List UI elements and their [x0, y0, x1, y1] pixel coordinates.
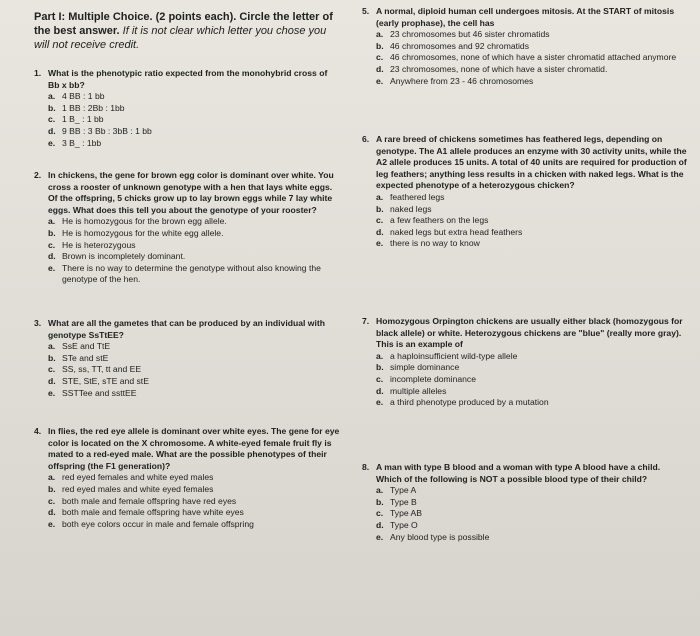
- option-letter: d.: [376, 519, 384, 530]
- question-text: In flies, the red eye allele is dominant over white eyes. The gene for eye color is located on the X chromosome. A white-eyed female fruit fly is mated to a red-eyed male. What are the possible phenotypes of their offspring (the F1 generation)?: [48, 426, 340, 471]
- question-number: 2.: [34, 170, 42, 180]
- option-text: SS, ss, TT, tt and EE: [62, 364, 142, 375]
- answer-option[interactable]: [376, 520, 687, 532]
- option-text: 23 chromosomes, none of which have a sister chromatid.: [390, 63, 608, 74]
- option-letter: a.: [48, 472, 56, 483]
- instructions-note: If it is not clear which letter you chose you will not receive credit.: [34, 25, 327, 51]
- option-letter: d.: [48, 251, 56, 262]
- option-letter: e.: [376, 531, 384, 542]
- answer-options: [34, 216, 344, 286]
- option-letter: b.: [48, 483, 56, 494]
- option-letter: d.: [48, 375, 56, 386]
- option-text: There is no way to determine the genotype without also knowing the genotype of the hen.: [62, 262, 321, 285]
- answer-option[interactable]: [48, 388, 344, 400]
- question-stem: [362, 462, 687, 485]
- option-text: 1 BB : 2Bb : 1bb: [62, 102, 125, 113]
- answer-options: [34, 91, 334, 149]
- option-letter: a.: [376, 350, 384, 361]
- answer-option[interactable]: [48, 228, 344, 240]
- answer-options: [362, 192, 687, 250]
- option-letter: c.: [376, 373, 384, 384]
- option-letter: a.: [376, 29, 384, 40]
- question-number: 8.: [362, 462, 370, 472]
- answer-options: [362, 351, 687, 409]
- question-number: 4.: [34, 426, 42, 436]
- answer-option[interactable]: [48, 353, 344, 365]
- answer-option[interactable]: [48, 519, 349, 531]
- option-text: 3 B_ : 1bb: [62, 137, 102, 148]
- answer-option[interactable]: [48, 138, 334, 150]
- answer-option[interactable]: [48, 341, 344, 353]
- option-text: feathered legs: [390, 191, 445, 202]
- answer-option[interactable]: [48, 496, 349, 508]
- option-letter: b.: [48, 102, 56, 113]
- option-text: 9 BB : 3 Bb : 3bB : 1 bb: [62, 125, 152, 136]
- option-text: incomplete dominance: [390, 373, 476, 384]
- question-stem: [34, 426, 349, 472]
- option-text: STe and stE: [62, 352, 109, 363]
- instructions-heading: Part I: Multiple Choice. (2 points each). Circle the letter of the best answer.: [34, 11, 333, 37]
- question-1: [34, 68, 334, 149]
- option-letter: b.: [376, 496, 384, 507]
- answer-option[interactable]: [48, 216, 344, 228]
- option-letter: c.: [376, 215, 384, 226]
- answer-option[interactable]: [48, 240, 344, 252]
- option-text: both eye colors occur in male and female offspring: [62, 518, 254, 529]
- option-letter: d.: [376, 226, 384, 237]
- answer-option[interactable]: [48, 114, 334, 126]
- answer-option[interactable]: [376, 29, 687, 41]
- option-text: naked legs but extra head feathers: [390, 226, 523, 237]
- option-letter: e.: [376, 75, 384, 86]
- answer-option[interactable]: [48, 472, 349, 484]
- option-letter: d.: [376, 63, 384, 74]
- question-text: A man with type B blood and a woman with type A blood have a child. Which of the following is NOT a possible blood type of their child?: [376, 462, 661, 484]
- option-letter: e.: [48, 137, 56, 148]
- question-stem: [362, 316, 687, 351]
- answer-option[interactable]: [376, 227, 687, 239]
- option-letter: e.: [376, 238, 384, 249]
- option-text: naked legs: [390, 203, 432, 214]
- answer-option[interactable]: [48, 507, 349, 519]
- answer-option[interactable]: [376, 374, 687, 386]
- question-number: 5.: [362, 6, 370, 16]
- question-number: 6.: [362, 134, 370, 144]
- question-7: [362, 316, 687, 409]
- option-text: a few feathers on the legs: [390, 215, 489, 226]
- option-text: Type B: [390, 496, 417, 507]
- question-6: [362, 134, 687, 250]
- answer-option[interactable]: [48, 91, 334, 103]
- answer-options: [34, 472, 349, 530]
- option-text: a haploinsufficient wild-type allele: [390, 350, 518, 361]
- answer-option[interactable]: [48, 103, 334, 115]
- option-text: both male and female offspring have red eyes: [62, 495, 237, 506]
- option-text: SsE and TtE: [62, 341, 111, 352]
- option-letter: c.: [48, 114, 56, 125]
- option-text: a third phenotype produced by a mutation: [390, 397, 549, 408]
- answer-option[interactable]: [48, 263, 344, 286]
- answer-option[interactable]: [376, 64, 687, 76]
- option-letter: e.: [48, 262, 56, 273]
- option-text: Type AB: [390, 508, 423, 519]
- option-letter: a.: [48, 91, 56, 102]
- question-5: [362, 6, 687, 87]
- option-letter: b.: [376, 362, 384, 373]
- question-number: 7.: [362, 316, 370, 326]
- answer-option[interactable]: [376, 485, 687, 497]
- answer-option[interactable]: [48, 251, 344, 263]
- question-stem: [34, 170, 344, 216]
- option-text: 46 chromosomes and 92 chromatids: [390, 40, 530, 51]
- answer-option[interactable]: [376, 41, 687, 53]
- answer-option[interactable]: [376, 52, 687, 64]
- option-letter: b.: [48, 227, 56, 238]
- option-letter: a.: [376, 485, 384, 496]
- question-number: 3.: [34, 318, 42, 328]
- answer-option[interactable]: [376, 238, 687, 250]
- question-text: A rare breed of chickens sometimes has feathered legs, depending on genotype. The A1 allele produces an enzyme with 30 activity units, while the A2 allele produces 15 units. A total of 40 units are required for production of leg feathers; anything less results in a chicken with naked legs. What is the expected phenotype of a heterozygous chicken?: [376, 134, 687, 191]
- question-number: 1.: [34, 68, 42, 78]
- option-text: STE, StE, sTE and stE: [62, 375, 149, 386]
- answer-option[interactable]: [376, 362, 687, 374]
- answer-option[interactable]: [376, 532, 687, 544]
- question-8: [362, 462, 687, 543]
- option-text: 1 B_ : 1 bb: [62, 114, 104, 125]
- question-text: A normal, diploid human cell undergoes mitosis. At the START of mitosis (early prophase), the cell has: [376, 6, 675, 28]
- option-letter: c.: [48, 239, 56, 250]
- option-text: Any blood type is possible: [390, 531, 490, 542]
- answer-options: [362, 485, 687, 543]
- option-text: 23 chromosomes but 46 sister chromatids: [390, 29, 550, 40]
- option-text: Brown is incompletely dominant.: [62, 251, 186, 262]
- option-text: red eyed females and white eyed males: [62, 472, 214, 483]
- option-text: red eyed males and white eyed females: [62, 483, 214, 494]
- answer-option[interactable]: [376, 76, 687, 88]
- option-letter: b.: [48, 352, 56, 363]
- option-letter: c.: [48, 495, 56, 506]
- question-text: Homozygous Orpington chickens are usually either black (homozygous for black allele) or white. Heterozygous chickens are "blue" (really more gray). This is an example of: [376, 316, 683, 350]
- option-letter: e.: [376, 397, 384, 408]
- option-text: He is heterozygous: [62, 239, 136, 250]
- option-letter: d.: [48, 125, 56, 136]
- answer-options: [362, 29, 687, 87]
- answer-option[interactable]: [376, 351, 687, 363]
- instructions: [34, 10, 334, 52]
- option-letter: c.: [376, 52, 384, 63]
- answer-option[interactable]: [376, 215, 687, 227]
- question-stem: [362, 6, 687, 29]
- option-text: multiple alleles: [390, 385, 447, 396]
- option-text: 46 chromosomes, none of which have a sister chromatid attached anymore: [390, 52, 677, 63]
- option-letter: b.: [376, 40, 384, 51]
- option-letter: c.: [376, 508, 384, 519]
- question-stem: [362, 134, 687, 192]
- option-text: He is homozygous for the white egg allele.: [62, 227, 224, 238]
- question-text: What is the phenotypic ratio expected from the monohybrid cross of Bb x bb?: [48, 68, 328, 90]
- question-text: What are all the gametes that can be produced by an individual with genotype SsTtEE?: [48, 318, 325, 340]
- question-2: [34, 170, 344, 286]
- answer-options: [34, 341, 344, 399]
- question-stem: [34, 318, 344, 341]
- answer-option[interactable]: [48, 484, 349, 496]
- option-text: 4 BB : 1 bb: [62, 91, 105, 102]
- option-letter: d.: [48, 507, 56, 518]
- option-letter: a.: [376, 191, 384, 202]
- question-stem: [34, 68, 334, 91]
- option-text: Anywhere from 23 - 46 chromosomes: [390, 75, 534, 86]
- option-text: there is no way to know: [390, 238, 480, 249]
- option-letter: b.: [376, 203, 384, 214]
- answer-option[interactable]: [376, 508, 687, 520]
- answer-option[interactable]: [48, 364, 344, 376]
- answer-option[interactable]: [376, 497, 687, 509]
- option-text: SSTTee and ssttEE: [62, 387, 137, 398]
- question-4: [34, 426, 349, 530]
- option-letter: e.: [48, 518, 56, 529]
- question-text: In chickens, the gene for brown egg color is dominant over white. You cross a rooster of unknown genotype with a hen that lays white eggs. Of the offspring, 5 chicks grow up to lay brown eggs while 7 lay white eggs. What does this tell you about the genotype of your rooster?: [48, 170, 334, 215]
- answer-option[interactable]: [376, 192, 687, 204]
- option-text: Type A: [390, 485, 417, 496]
- answer-option[interactable]: [48, 126, 334, 138]
- option-text: simple dominance: [390, 362, 460, 373]
- option-letter: a.: [48, 216, 56, 227]
- option-text: Type O: [390, 519, 418, 530]
- option-letter: c.: [48, 364, 56, 375]
- option-letter: e.: [48, 387, 56, 398]
- question-3: [34, 318, 344, 399]
- answer-option[interactable]: [48, 376, 344, 388]
- answer-option[interactable]: [376, 204, 687, 216]
- option-letter: a.: [48, 341, 56, 352]
- option-letter: d.: [376, 385, 384, 396]
- option-text: both male and female offspring have white eyes: [62, 507, 244, 518]
- option-text: He is homozygous for the brown egg allele.: [62, 216, 227, 227]
- answer-option[interactable]: [376, 397, 687, 409]
- answer-option[interactable]: [376, 386, 687, 398]
